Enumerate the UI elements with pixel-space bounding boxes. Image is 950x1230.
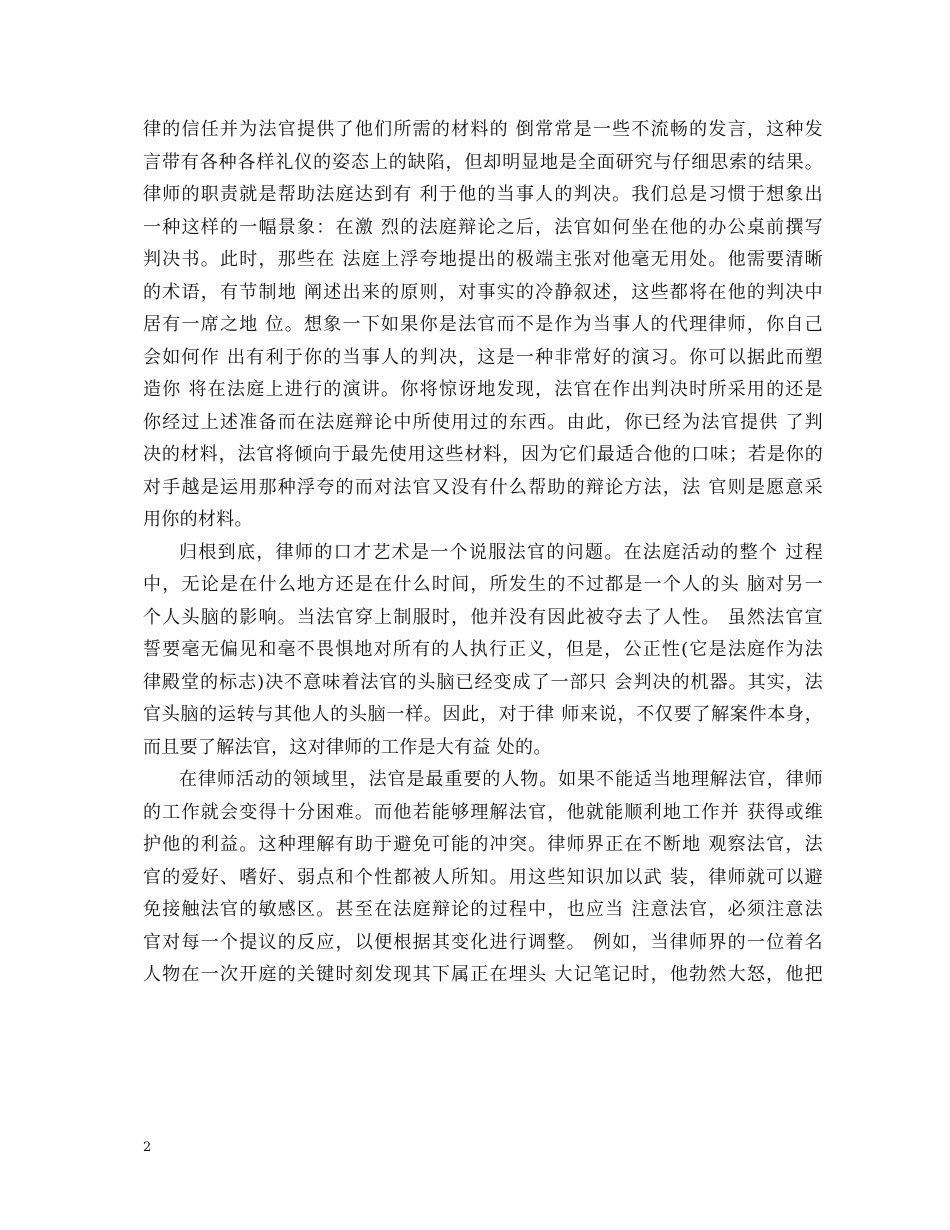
text-line: 护他的利益。这种理解有助于避免可能的冲突。律师界正在不断地 观察法官，法 — [143, 834, 823, 855]
page-number: 2 — [143, 1140, 152, 1155]
text-line: 官的爱好、嗜好、弱点和个性都被人所知。用这些知识加以武 装，律师就可以避 — [143, 866, 823, 888]
text-line: 对手越是运用那种浮夸的而对法官又没有什么帮助的辩论方法，法 官则是愿意采 — [143, 476, 823, 498]
text-line: 律师的职责就是帮助法庭达到有 利于他的当事人的判决。我们总是习惯于想象出 — [143, 184, 823, 205]
text-line: 一种这样的一幅景象：在激 烈的法庭辩论之后，法官如何坐在他的办公桌前撰写 — [143, 216, 823, 238]
text-line: 誓要毫无偏见和毫不畏惧地对所有的人执行正义，但是，公正性(它是法庭作为法 — [143, 639, 823, 660]
text-line: 造你 将在法庭上进行的演讲。你将惊讶地发现，法官在作出判决时所采用的还是 — [143, 379, 823, 400]
text-line: 居有一席之地 位。想象一下如果你是法官而不是作为当事人的代理律师，你自己 — [143, 314, 823, 335]
text-line: 归根到底，律师的口才艺术是一个说服法官的问题。在法庭活动的整个 过程 — [179, 541, 823, 563]
text-line: 个人头脑的影响。当法官穿上制服时，他并没有因此被夺去了人性。 虽然法官宣 — [143, 606, 823, 628]
text-line: 中，无论是在什么地方还是在什么时间，所发生的不过都是一个人的头 脑对另一 — [143, 574, 823, 595]
text-line: 用你的材料。 — [143, 509, 253, 530]
text-line: 官头脑的运转与其他人的头脑一样。因此，对于律 师来说，不仅要了解案件本身， — [143, 704, 823, 725]
text-line: 判决书。此时，那些在 法庭上浮夸地提出的极端主张对他毫无用处。他需要清晰 — [143, 249, 823, 270]
text-line: 而且要了解法官，这对律师的工作是大有益 处的。 — [143, 736, 552, 758]
text-line: 官对每一个提议的反应，以便根据其变化进行调整。 例如，当律师界的一位着名 — [143, 931, 823, 953]
text-line: 会如何作 出有利于你的当事人的判决，这是一种非常好的演习。你可以据此而塑 — [143, 346, 823, 368]
text-line: 在律师活动的领域里，法官是最重要的人物。如果不能适当地理解法官，律师 — [179, 769, 823, 790]
text-line: 言带有各种各样礼仪的姿态上的缺陷，但却明显地是全面研究与仔细思索的结果。 — [143, 151, 823, 173]
text-line: 的工作就会变得十分困难。而他若能够理解法官，他就能顺利地工作并 获得或维 — [143, 801, 823, 823]
text-line: 决的材料，法官将倾向于最先使用这些材料，因为它们最适合他的口味；若是你的 — [143, 444, 823, 465]
text-line: 免接触法官的敏感区。甚至在法庭辩论的过程中，也应当 注意法官，必须注意法 — [143, 899, 823, 920]
text-line: 的术语，有节制地 阐述出来的原则，对事实的冷静叙述，这些都将在他的判决中 — [143, 281, 823, 303]
text-line: 人物在一次开庭的关键时刻发现其下属正在埋头 大记笔记时，他勃然大怒，他把 — [143, 964, 823, 985]
text-line: 你经过上述准备而在法庭辩论中所使用过的东西。由此，你已经为法官提供 了判 — [143, 411, 823, 433]
body-text — [143, 114, 823, 992]
text-line: 律殿堂的标志)决不意味着法官的头脑已经变成了一部只 会判决的机器。其实，法 — [143, 671, 823, 693]
text-line: 律的信任并为法官提供了他们所需的材料的 倒常常是一些不流畅的发言，这种发 — [143, 119, 823, 140]
